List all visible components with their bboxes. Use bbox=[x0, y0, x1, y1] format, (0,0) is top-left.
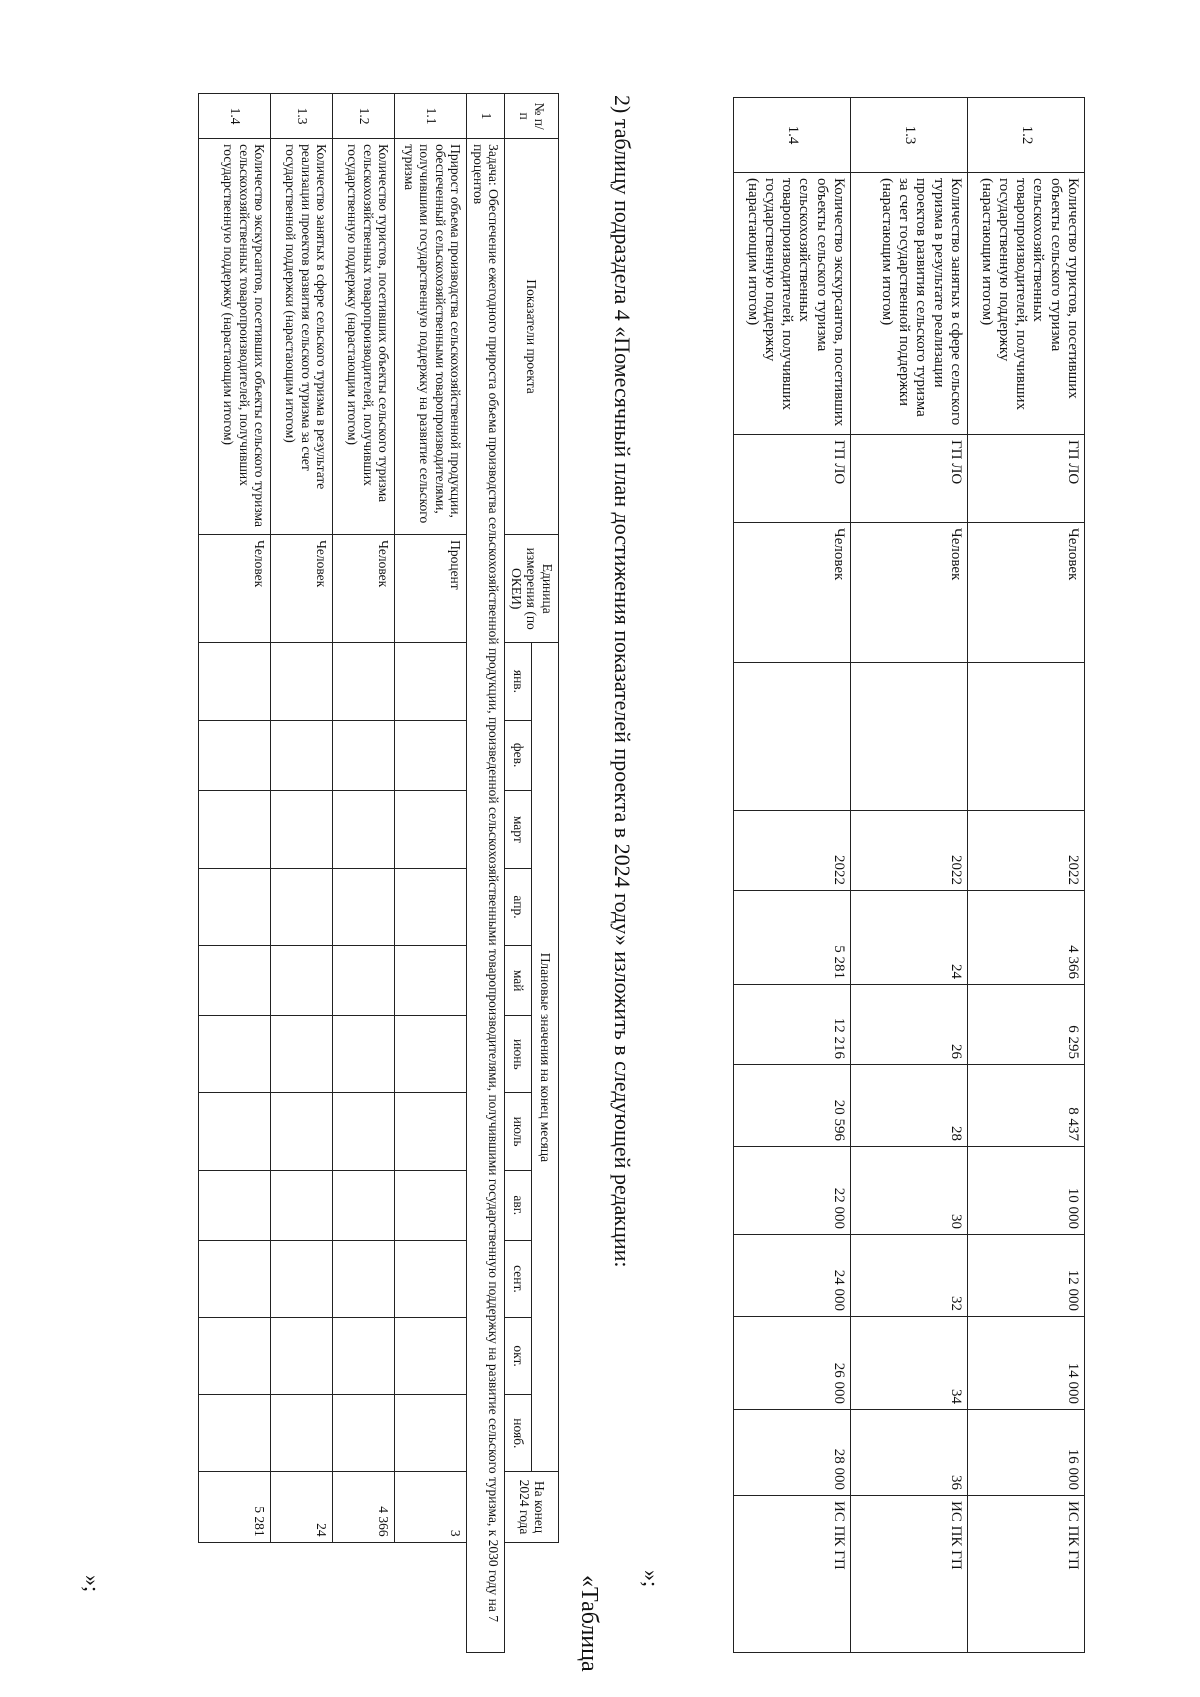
unit: Человек bbox=[968, 523, 1085, 663]
base-value bbox=[734, 663, 851, 811]
table-row bbox=[851, 98, 968, 1653]
row-number: 1.1 bbox=[395, 94, 467, 139]
value-2027: 30 bbox=[851, 1147, 968, 1235]
month-header: окт. bbox=[505, 1318, 532, 1395]
row-number: 1.2 bbox=[968, 98, 1085, 173]
indicator-name: Количество туристов, посетивших объекты сельского туризма сельскохозяйственных товаропроизводителей, получивших государственную поддержку (нарастающим итогом) bbox=[333, 139, 395, 535]
unit: Процент bbox=[395, 535, 467, 643]
level: ГП ЛО bbox=[968, 435, 1085, 523]
year-end-value: 5 281 bbox=[199, 1472, 271, 1542]
row-number: 1.2 bbox=[333, 94, 395, 139]
month-header: май bbox=[505, 946, 532, 1016]
table-row bbox=[199, 94, 271, 1653]
indicator-name: Прирост объема производства сельскохозяйственной продукции, обеспеченный сельскохозяйственными товаропроизводителями, получившими государственную поддержку на развитие сельского туризма bbox=[395, 139, 467, 535]
month-header: нояб. bbox=[505, 1395, 532, 1472]
info-system: ИС ПК ГП bbox=[734, 1496, 851, 1653]
value-2027: 10 000 bbox=[968, 1147, 1085, 1235]
indicator-name: Количество экскурсантов, посетивших объекты сельского туризма сельскохозяйственных товаропроизводителей, получивших государственную поддержку (нарастающим итогом) bbox=[199, 139, 271, 535]
base-value bbox=[851, 663, 968, 811]
year-end-value: 24 bbox=[271, 1472, 333, 1542]
col-header-unit: Единица измерения (по ОКЕИ) bbox=[505, 535, 559, 643]
value-2029: 26 000 bbox=[734, 1317, 851, 1410]
row-number: 1.4 bbox=[734, 98, 851, 173]
unit: Человек bbox=[734, 523, 851, 663]
month-header: фев. bbox=[505, 720, 532, 790]
year-end-value: 3 bbox=[395, 1472, 467, 1542]
value-2025: 6 295 bbox=[968, 985, 1085, 1065]
month-header: янв. bbox=[505, 643, 532, 720]
table-row bbox=[968, 98, 1085, 1653]
value-2028: 24 000 bbox=[734, 1235, 851, 1317]
value-2027: 22 000 bbox=[734, 1147, 851, 1235]
level: ГП ЛО bbox=[851, 435, 968, 523]
col-header-indicator: Показатели проекта bbox=[505, 139, 559, 535]
col-header-year-end: На конец 2024 года bbox=[505, 1472, 559, 1542]
closing-quote-2: »; bbox=[80, 1575, 105, 1593]
value-2026: 28 bbox=[851, 1065, 968, 1147]
info-system: ИС ПК ГП bbox=[968, 1496, 1085, 1653]
value-2030: 36 bbox=[851, 1410, 968, 1496]
table-row bbox=[333, 94, 395, 1653]
value-2026: 20 596 bbox=[734, 1065, 851, 1147]
monthly-plan-table bbox=[198, 93, 559, 1653]
closing-quote-1: »; bbox=[639, 1570, 664, 1588]
unit: Человек bbox=[851, 523, 968, 663]
value-2025: 26 bbox=[851, 985, 968, 1065]
indicator-name: Количество занятых в сфере сельского туризма в результате реализации проектов развития сельского туризма за счет государственной поддержки (нарастающим итогом) bbox=[271, 139, 333, 535]
task-description: Задача: Обеспечение ежегодного прироста объема производства сельскохозяйственной продукции, произведенной сельскохозяйственными товаропроизводителями, получившими государственную поддержку на развитие сельского туризма, к 2030 году на 7 процентов bbox=[467, 139, 505, 1653]
row-number: 1.4 bbox=[199, 94, 271, 139]
value-2030: 28 000 bbox=[734, 1410, 851, 1496]
value-2025: 12 216 bbox=[734, 985, 851, 1065]
value-2029: 34 bbox=[851, 1317, 968, 1410]
table-row bbox=[734, 98, 851, 1653]
unit: Человек bbox=[271, 535, 333, 643]
indicator-name: Количество туристов, посетивших объекты сельского туризма сельскохозяйственных товаропроизводителей, получивших государственную поддержку (нарастающим итогом) bbox=[968, 173, 1085, 435]
value-2028: 32 bbox=[851, 1235, 968, 1317]
unit: Человек bbox=[199, 535, 271, 643]
base-year: 2022 bbox=[851, 811, 968, 891]
month-header: апр. bbox=[505, 868, 532, 945]
table-row bbox=[271, 94, 333, 1653]
table-row bbox=[395, 94, 467, 1653]
unit: Человек bbox=[333, 535, 395, 643]
amendment-paragraph: 2) таблицу подраздела 4 «Помесячный план достижения показателей проекта в 2024 году» изложить в следующей редакции: bbox=[610, 95, 635, 1268]
month-header: авг. bbox=[505, 1170, 532, 1240]
row-number: 1 bbox=[467, 94, 505, 139]
month-header: июль bbox=[505, 1093, 532, 1170]
month-header: сент. bbox=[505, 1240, 532, 1317]
month-header: март bbox=[505, 790, 532, 868]
table-caption: «Таблица bbox=[576, 1575, 602, 1672]
col-header-monthly-plan: Плановые значения на конец месяца bbox=[532, 643, 559, 1472]
value-2024: 24 bbox=[851, 891, 968, 985]
base-year: 2022 bbox=[734, 811, 851, 891]
row-number: 1.3 bbox=[271, 94, 333, 139]
month-header: июнь bbox=[505, 1016, 532, 1093]
value-2024: 5 281 bbox=[734, 891, 851, 985]
indicator-name: Количество экскурсантов, посетивших объекты сельского туризма сельскохозяйственных товаропроизводителей, получивших государственную поддержку (нарастающим итогом) bbox=[734, 173, 851, 435]
col-header-number: № п/п bbox=[505, 94, 559, 139]
table-continuation bbox=[733, 97, 1085, 1653]
row-number: 1.3 bbox=[851, 98, 968, 173]
base-year: 2022 bbox=[968, 811, 1085, 891]
value-2024: 4 366 bbox=[968, 891, 1085, 985]
table-row bbox=[467, 94, 505, 1653]
value-2030: 16 000 bbox=[968, 1410, 1085, 1496]
info-system: ИС ПК ГП bbox=[851, 1496, 968, 1653]
table-header-row bbox=[532, 94, 559, 1653]
indicator-name: Количество занятых в сфере сельского туризма в результате реализации проектов развития сельского туризма за счет государственной поддержки (нарастающим итогом) bbox=[851, 173, 968, 435]
year-end-value: 4 366 bbox=[333, 1472, 395, 1542]
value-2029: 14 000 bbox=[968, 1317, 1085, 1410]
level: ГП ЛО bbox=[734, 435, 851, 523]
base-value bbox=[968, 663, 1085, 811]
value-2028: 12 000 bbox=[968, 1235, 1085, 1317]
value-2026: 8 437 bbox=[968, 1065, 1085, 1147]
